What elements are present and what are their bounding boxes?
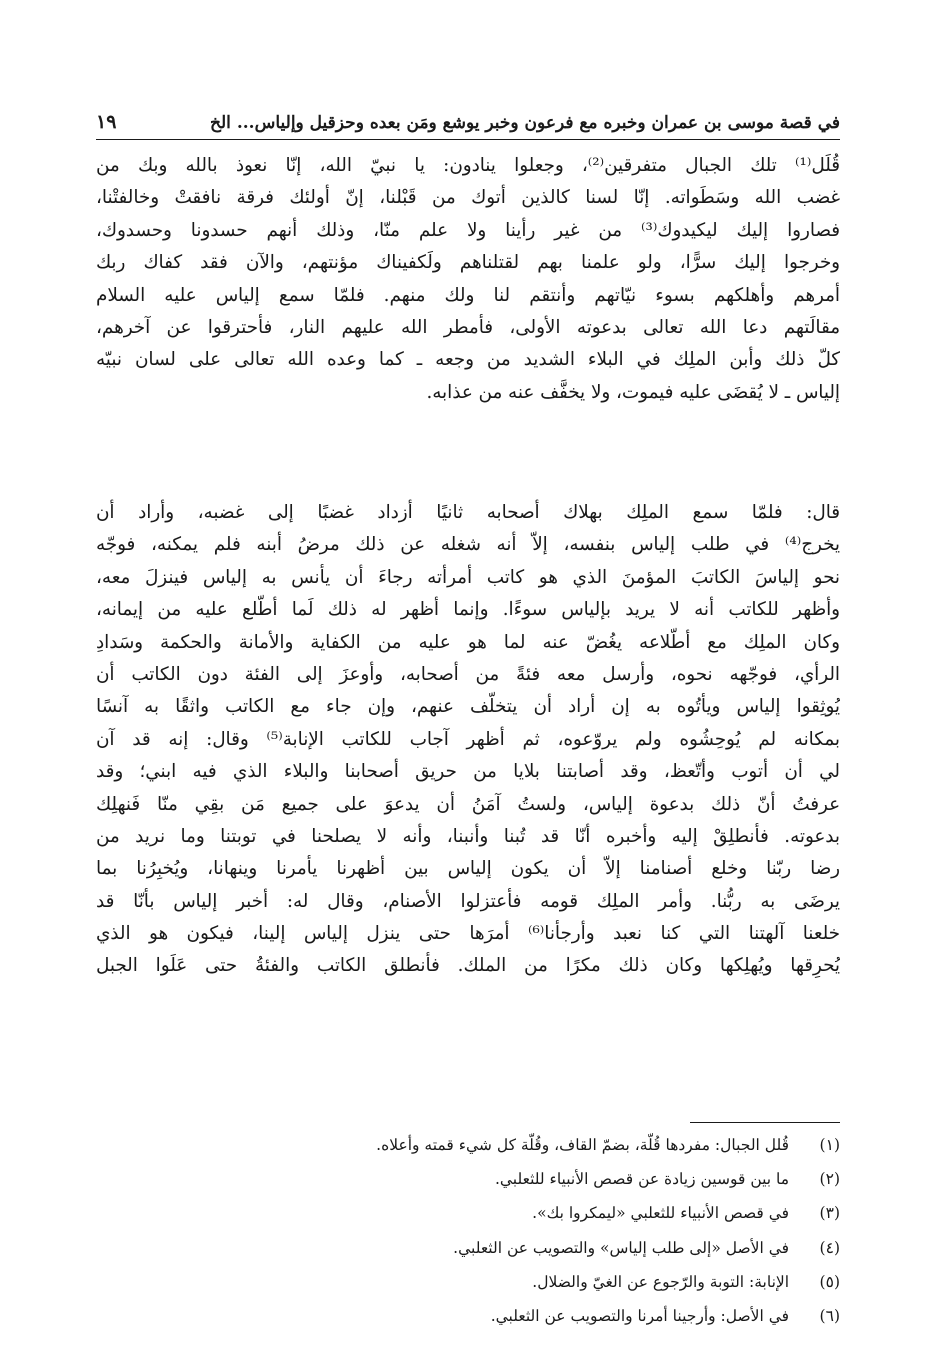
text-line: فصاروا إليك ليكيدوك⁽³⁾ من غير رأينا ولا علم منّا، وذلك أنهم حسدونا وحسدوك، xyxy=(96,219,840,241)
footnote-1 xyxy=(96,1128,840,1162)
footnote-text: في قصص الأنبياء للثعلبي «ليمكروا بك». xyxy=(532,1204,790,1223)
footnote-5 xyxy=(96,1265,840,1299)
text-line: غضب الله وسَطَواته. إنّا لسنا كالذين أتوك من قَبْلنا، إنّ أولئك فرقة نافقتْ وخالفتْنا، xyxy=(96,187,840,209)
footnote-3 xyxy=(96,1196,840,1230)
running-title: في قصة موسى بن عمران وخبره مع فرعون وخبر يوشع ومَن بعده وحزقيل وإلياس... الخ xyxy=(210,113,840,133)
text-line: إلياس ـ لا يُقضَى عليه فيموت، ولا يخفَّف عنه من عذابه. xyxy=(426,381,840,403)
footnote-number: (٤) xyxy=(819,1238,840,1257)
text-line: عرفتُ أنّ ذلك بدعوة إلياس، ولستُ آمَنُ أن يدعوَ على جميع مَن بقِي منّا فَنهلِك xyxy=(96,793,840,815)
footnote-text: في الأصل: وأرجينا أمرنا والتصويب عن الثعلبي. xyxy=(490,1306,790,1325)
footnote-text: الإنابة: التوبة والرّجوع عن الغيّ والضلال. xyxy=(532,1272,790,1291)
footnotes xyxy=(96,1128,840,1333)
paragraph-2 xyxy=(96,497,840,983)
paragraph-1 xyxy=(96,150,840,409)
footnote-2 xyxy=(96,1162,840,1196)
footnote-number: (٥) xyxy=(819,1272,840,1291)
text-line: يُوثِقوا إلياس ويأتُوه به إن أراد أن يتخلّف عنهم، وإن جاء مع الكاتب واثقًا به آنسًا xyxy=(96,696,840,718)
text-line: يُحرِقها ويُهلِكها وكان ذلك مكرًا من الملك. فأنطلق الكاتب والفئةُ حتى عَلَوا الجبل xyxy=(96,955,840,977)
text-line: الرأي، فوجّهه نحوه، وأرسل معه فئةً من أصحابه، وأوعزَ إلى الفئة دون الكاتب أن xyxy=(96,663,840,685)
footnote-divider xyxy=(690,1122,840,1123)
text-line: نحو إلياسَ الكاتبَ المؤمنَ الذي هو كاتب أمرأته رجاءَ أن يأنس به إلياس فينزلَ معه، xyxy=(96,566,840,588)
text-line: وخرجوا إليك سرًّا، ولو علمنا بهم لقتلناهم ولَكفيناك مؤنتهم، والآن فقد كفاك ربك xyxy=(96,252,840,274)
text-line: قُلَل⁽¹⁾ تلك الجبال متفرقين⁽²⁾، وجعلوا ينادون: يا نبيّ الله، إنّا نعوذ بالله وبك من xyxy=(96,155,840,176)
text-line: خلعنا آلهتنا التي كنا نعبد وأرجأنا⁽⁶⁾ أمرَها حتى ينزل إلياس إلينا، فيكون هو الذي xyxy=(96,923,840,945)
text-line: وأظهر للكاتب أنه لا يريد بإلياس سوءًا. وإنما أظهر له ذلك لَما أطّلع عليه من إيمانه، xyxy=(96,599,840,621)
text-line: قال: فلمّا سمع الملِك بهلاك أصحابه ثانيًا أزداد غضبًا إلى غضبه، وأراد أن xyxy=(96,502,840,523)
text-line: أمرهم وأهلكهم بسوء نيّاتهم وأنتقم لنا ولك منهم. فلمّا سمع إلياس عليه السلام xyxy=(96,284,840,306)
footnote-4 xyxy=(96,1231,840,1265)
text-line: كلّ ذلك وأبن الملِك في البلاء الشديد من وجعه ـ كما وعده الله تعالى على لسان نبيّه xyxy=(96,349,840,371)
footnote-number: (٣) xyxy=(819,1204,840,1223)
text-line: يخرج⁽⁴⁾ في طلب إلياس بنفسه، إلاّ أنه شغله عن ذلك مرضُ أبنه فلم يمكنه، فوجّه xyxy=(96,534,840,556)
footnote-text: في الأصل «إلى طلب إلياس» والتصويب عن الثعلبي. xyxy=(453,1238,790,1257)
footnote-number: (١) xyxy=(819,1136,840,1154)
text-line: بمكانه لم يُوحِشُوه ولم يروّعوه، ثم أظهر آجاب للكاتب الإنابة⁽⁵⁾ وقال: إنه قد آن xyxy=(96,728,840,750)
footnote-6 xyxy=(96,1299,840,1333)
footnote-number: (٦) xyxy=(819,1306,840,1325)
footnote-number: (٢) xyxy=(819,1170,840,1189)
page-number: ١٩ xyxy=(96,111,117,133)
text-line: لي أن أتوب وأتّعظ، وقد أصابتنا بلايا من حريق أصحابنا والبلاء الذي فيه ابني؛ وقد xyxy=(96,761,840,783)
footnote-text: ما بين قوسين زيادة عن قصص الأنبياء للثعلبي. xyxy=(494,1170,790,1189)
text-line: يرضَى به ربُّنا. وأمر الملِك قومه فأعتزلوا الأصنام، وقال له: أخبر إلياس بأنّا قد xyxy=(96,890,840,912)
footnote-text: قُلل الجبال: مفردها قُلّة، بضمّ القاف، وقُلّة كل شيء قمته وأعلاه. xyxy=(376,1136,790,1154)
text-line: مقالَتهم دعا الله تعالى بدعوته الأولى، فأمطر الله عليهم النار، فأحترقوا عن آخرهم، xyxy=(96,316,840,338)
text-line: رضا ربّنا وخلع أصنامنا إلاّ أن يكون إلياس بين أظهرنا يأمرنا وينهانا، ويُخبِرُنا بما xyxy=(96,858,840,880)
text-line: وكان الملِك مع أطّلاعه يغُضّ عنه لما هو عليه من الكفاية والأمانة والحكمة وسَدادِ xyxy=(96,631,840,653)
text-line: بدعوته. فأنطلِقْ إليه وأخبره أنّا قد تُبنا وأنبنا، وأنه لا يصلحنا في توبتنا وما نريد من xyxy=(96,825,840,847)
page-header xyxy=(96,100,840,140)
